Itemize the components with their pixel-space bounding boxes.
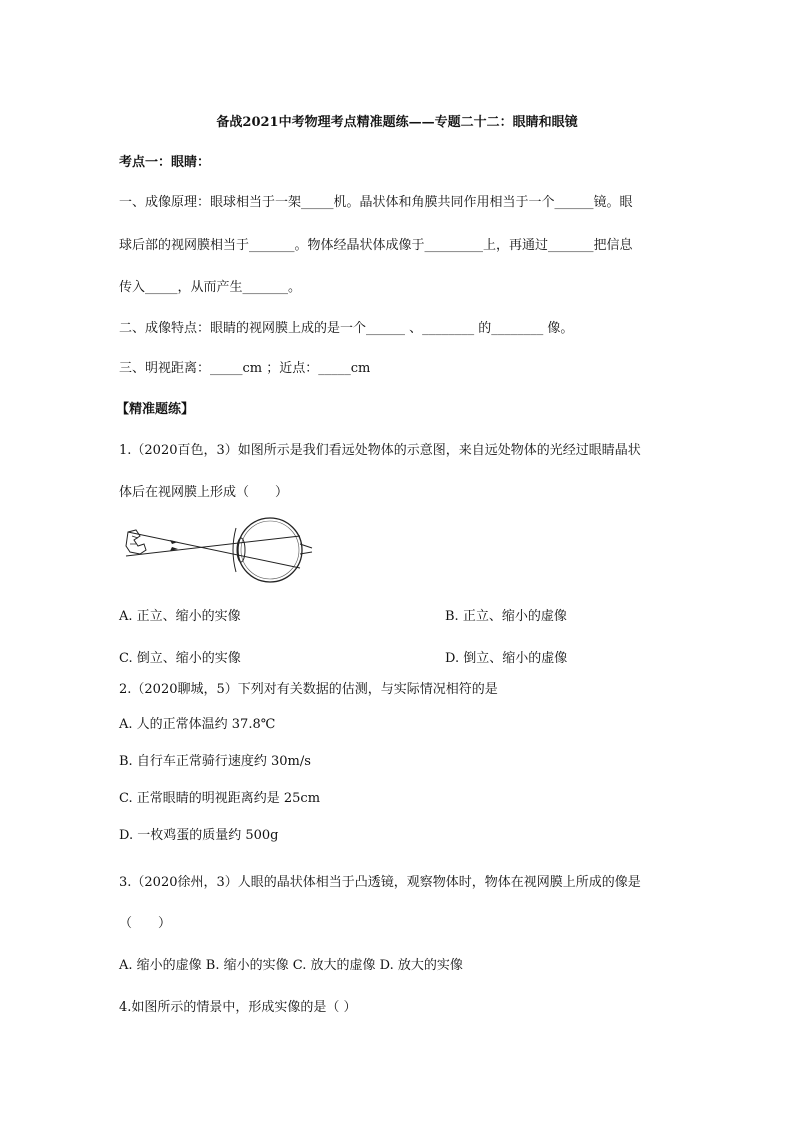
q1-option-d: D. 倒立、缩小的虚像 [445, 651, 568, 666]
q4-stem: 4.如图所示的情景中，形成实像的是（ ） [119, 1000, 357, 1015]
q1-option-b: B. 正立、缩小的虚像 [445, 609, 567, 624]
p3-line: 三、明视距离：_____cm ；近点：_____cm [119, 361, 371, 376]
q1-option-c: C. 倒立、缩小的实像 [119, 651, 241, 666]
p1-line1: 一、成像原理：眼球相当于一架_____机。晶状体和角膜共同作用相当于一个______镜。眼 [119, 195, 633, 210]
q2-stem: 2.（2020聊城，5）下列对有关数据的估测，与实际情况相符的是 [119, 682, 498, 697]
q3-options: A. 缩小的虚像 B. 缩小的实像 C. 放大的虚像 D. 放大的实像 [119, 958, 463, 973]
eye-diagram [118, 510, 318, 590]
practice-heading: 【精准题练】 [116, 402, 195, 417]
document-title: 备战2021中考物理考点精准题练——专题二十二：眼睛和眼镜 [216, 115, 578, 130]
q1-line2: 体后在视网膜上形成（ ） [119, 485, 289, 500]
q2-option-c: C. 正常眼睛的明视距离约是 25cm [119, 791, 321, 806]
q2-option-a: A. 人的正常体温约 37.8℃ [119, 717, 276, 732]
q2-option-d: D. 一枚鸡蛋的质量约 500g [119, 828, 279, 843]
p2-line: 二、成像特点：眼睛的视网膜上成的是一个______ 、________ 的________ 像。 [119, 321, 574, 336]
q1-line1: 1.（2020百色，3）如图所示是我们看远处物体的示意图，来自远处物体的光经过眼睛晶状 [119, 443, 641, 458]
q2-option-b: B. 自行车正常骑行速度约 30m/s [119, 754, 311, 769]
q3-line1: 3.（2020徐州，3）人眼的晶状体相当于凸透镜，观察物体时，物体在视网膜上所成的像是 [119, 875, 641, 890]
point1-heading: 考点一：眼睛： [119, 155, 211, 170]
q3-line2: （ ） [119, 916, 172, 931]
p1-line2: 球后部的视网膜相当于_______。物体经晶状体成像于_________上，再通过_______把信息 [119, 238, 633, 253]
q1-option-a: A. 正立、缩小的实像 [119, 609, 241, 624]
p1-line3: 传入_____，从而产生_______。 [119, 280, 302, 295]
